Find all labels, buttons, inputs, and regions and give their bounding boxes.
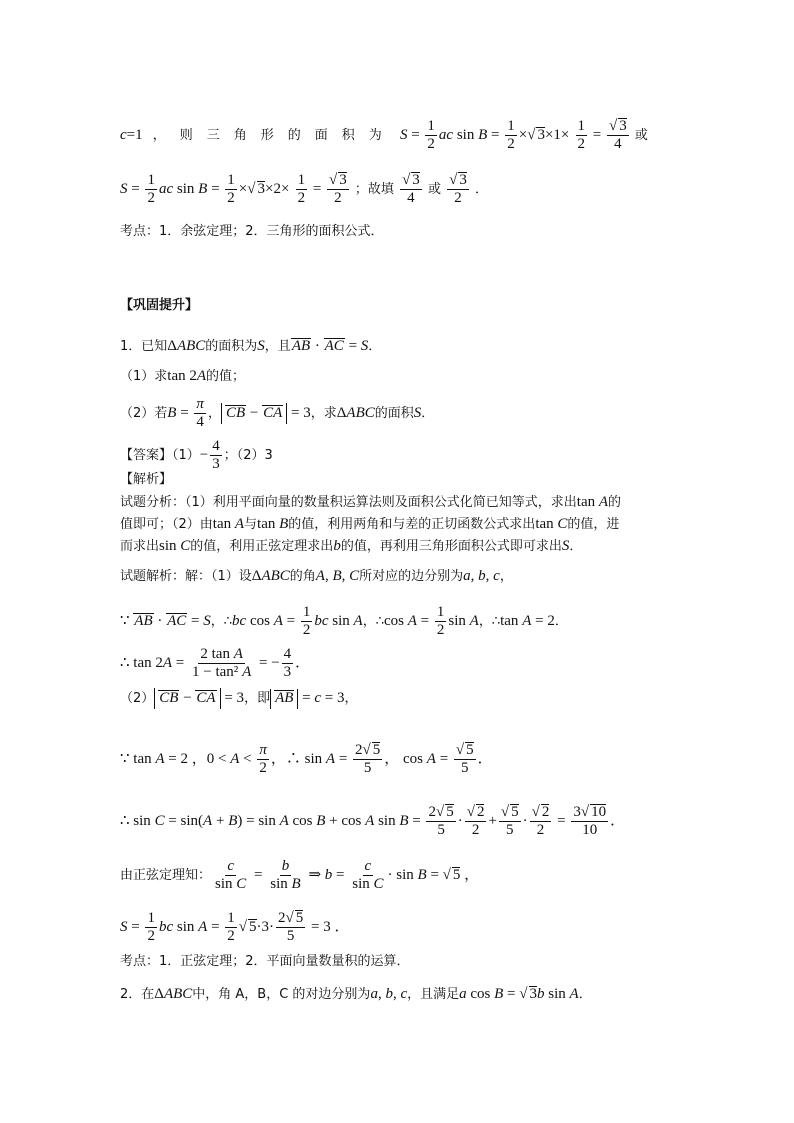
solution-line-6: ∴ sin C = sin(A + B) = sin A cos B + cos A sin B = $\frac{2√ 5}{5}$ · $\frac{√ 2}{2}$ + $\frac{√ 5}{5}$ · $\frac{√ 2}{2}$ = $\frac{3√ 10}{10}$ ． — [120, 804, 626, 838]
q1-part1: （1）求tan 2A的值； — [120, 368, 246, 384]
text: ，且满足 — [407, 987, 460, 1002]
text: 与 — [244, 517, 258, 532]
text: 的角 — [289, 569, 316, 584]
solution-line-5: ∵ tan A = 2 ，0 < A < $\frac{\pi}{2}$ ，∴ sin A = $\frac{2√ 5}{5}$ ， cos A = $\frac{√ 5}{5}$ ． — [120, 742, 493, 776]
q1-intro: 1．已知ΔABC的面积为S，且AB · AC = S． — [120, 338, 382, 354]
text: 而求出 — [120, 539, 160, 554]
text: ． — [474, 182, 488, 197]
text: 的值，利用两角和与差的正切函数公式求出 — [288, 517, 536, 532]
kaodian-1: 考点：1．余弦定理；2．三角形的面积公式． — [120, 224, 384, 239]
text: ；（2）3 — [223, 448, 273, 463]
text: ， — [499, 569, 513, 584]
text: ，且 — [264, 339, 291, 354]
text: 2．在 — [120, 987, 155, 1002]
text: （2）若 — [120, 406, 168, 421]
analysis-line-2: 值即可；（2）由tan A与tan B的值，利用两角和与差的正切函数公式求出tan C的值，进 — [120, 516, 620, 532]
text: 或 — [427, 182, 441, 197]
text: 的值，进 — [567, 517, 620, 532]
text: ． — [554, 614, 568, 629]
text: 中，角 A，B，C 的对边分别为 — [192, 987, 371, 1002]
solution-line-3: ∴ tan 2A = $\frac{\text{2 tan A}}{\text{1 − tan² A}}$ = − $\frac{4}{3}$ ． — [120, 646, 311, 680]
text: ；故填 — [354, 182, 394, 197]
answer-line: 【答案】（1）− $\frac{4}{3}$ ；（2）3 — [120, 438, 273, 472]
text: ， — [207, 406, 221, 421]
text: 的值，再利用三角形面积公式即可求出 — [340, 539, 562, 554]
solution-continued-line-1: c=1 ，则三角形的面积为 S = $\frac{1}{2}$ ac sin B = $\frac{1}{2}$ ×√ 3×1× $\frac{1}{2}$ = $\frac{√ 3}{4}$ 或 — [120, 118, 648, 152]
jiexi-title: 【解析】 — [120, 472, 173, 487]
solution-line-1: 试题解析：解：（1）设ΔABC的角A, B, C所对应的边分别为a, b, c， — [120, 568, 513, 584]
analysis-line-3: 而求出sin C的值，利用正弦定理求出b的值，再利用三角形面积公式即可求出S． — [120, 538, 583, 554]
text: 的值； — [206, 369, 246, 384]
text: ， — [344, 691, 358, 706]
text: 所对应的边分别为 — [359, 569, 464, 584]
text: 由正弦定理知： — [120, 868, 212, 883]
solution-line-8: S = $\frac{1}{2}$ bc sin A = $\frac{1}{2}$ √ 5·3· $\frac{2√ 5}{5}$ = 3 ． — [120, 910, 350, 944]
text: （1）求 — [120, 369, 168, 384]
text: （1） — [172, 448, 200, 463]
kaodian-2: 考点：1．正弦定理；2．平面向量数量积的运算． — [120, 954, 410, 969]
text: ，则三角形的面积为 — [152, 128, 396, 143]
text: 或 — [634, 128, 648, 143]
solution-continued-line-2: S = $\frac{1}{2}$ ac sin B = $\frac{1}{2}$ ×√ 3×2× $\frac{1}{2}$ = $\frac{√ 3}{2}$ ；故填 $\frac{√ 3}{4}$ 或 $\frac{√ 3}{2}$ ． — [120, 172, 488, 206]
text: 的值，利用正弦定理求出 — [190, 539, 334, 554]
text: ． — [569, 539, 583, 554]
q1-part2: （2）若B = $\frac{\pi}{4}$ ， CB − CA = 3，求ΔABC的面积S． — [120, 396, 435, 430]
solution-line-2: ∵ AB · AC = S，∴bc cos A = $\frac{1}{2}$ bc sin A，∴cos A = $\frac{1}{2}$ sin A，∴tan A = 2． — [120, 604, 568, 638]
text: ，即 — [244, 691, 271, 706]
text: ，求 — [310, 406, 337, 421]
text: ． — [368, 339, 382, 354]
section-title: 【巩固提升】 — [120, 298, 199, 313]
text: ，∴ — [210, 614, 233, 629]
text: ． — [578, 987, 592, 1002]
text: 1．已知 — [120, 339, 168, 354]
q2-line: 2．在ΔABC中，角 A，B，C 的对边分别为a, b, c，且满足a cos B = √ 3b sin A． — [120, 986, 592, 1002]
text: （2） — [120, 691, 155, 706]
text: 试题分析：（1）利用平面向量的数量积运算法则及面积公式化简已知等式，求出 — [120, 495, 577, 510]
text: 的面积为 — [205, 339, 258, 354]
solution-line-4: （2） CB − CA = 3，即 AB = c = 3， — [120, 688, 358, 709]
analysis-line-1: 试题分析：（1）利用平面向量的数量积运算法则及面积公式化简已知等式，求出tan A的 — [120, 494, 622, 510]
text: ． — [421, 406, 435, 421]
text: 试题解析：解：（1）设 — [120, 569, 252, 584]
text: 的面积 — [374, 406, 414, 421]
text: 值即可；（2）由 — [120, 517, 213, 532]
solution-line-7: 由正弦定理知： $\frac{c}{\text{sin C}}$ = $\frac{b}{\text{sin B}}$ ⇒ b = $\frac{c}{\text{sin C}}$ · sin B = √ 5 ， — [120, 858, 480, 892]
text: ，∴ — [362, 614, 384, 629]
text: 的 — [608, 495, 622, 510]
text: 【答案】 — [120, 448, 173, 463]
text: ，∴ — [478, 614, 501, 629]
